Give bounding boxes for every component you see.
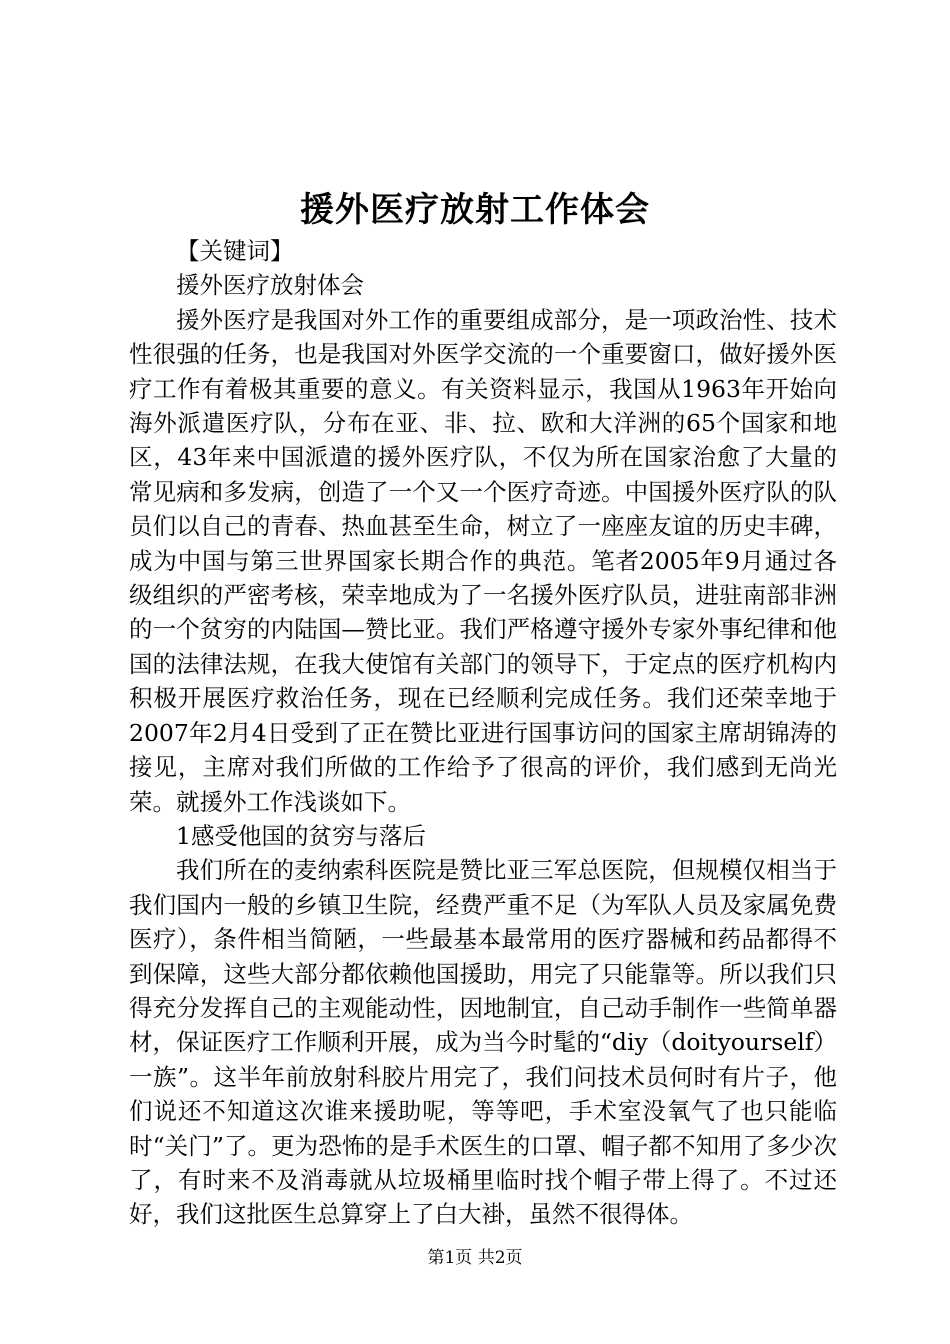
section-heading: 1感受他国的贫穷与落后 bbox=[176, 821, 426, 850]
paragraph-intro: 援外医疗是我国对外工作的重要组成部分，是一项政治性、技术性很强的任务，也是我国对外医学交流的一个重要窗口，做好援外医疗工作有着极其重要的意义。有关资料显示，我国从1963年开始向海外派遣医疗队，分布在亚、非、拉、欧和大洋洲的65个国家和地区，43年来中国派遣的援外医疗队，不仅为所在国家治愈了大量的常见病和多发病，创造了一个又一个医疗奇迹。中国援外医疗队的队员们以自己的青春、热血甚至生命，树立了一座座友谊的历史丰碑，成为中国与第三世界国家长期合作的典范。笔者2005年9月通过各级组织的严密考核，荣幸地成为了一名援外医疗队员，进驻南部非洲的一个贫穷的内陆国—赞比亚。我们严格遵守援外专家外事纪律和他国的法律法规，在我大使馆有关部门的领导下，于定点的医疗机构内积极开展医疗救治任务，现在已经顺利完成任务。我们还荣幸地于2007年2月4日受到了正在赞比亚进行国事访问的国家主席胡锦涛的接见，主席对我们所做的工作给予了很高的评价，我们感到无尚光荣。就援外工作浅谈如下。 bbox=[129, 305, 837, 816]
keywords-text: 援外医疗放射体会 bbox=[176, 271, 364, 300]
document-body bbox=[129, 234, 837, 1232]
keywords-label: 【关键词】 bbox=[176, 237, 294, 265]
page-footer: 第1页 共2页 bbox=[427, 1248, 523, 1268]
document-title: 援外医疗放射工作体会 bbox=[300, 190, 650, 230]
paragraph-section-1: 我们所在的麦纳索科医院是赞比亚三军总医院，但规模仅相当于我们国内一般的乡镇卫生院，经费严重不足（为军队人员及家属免费医疗），条件相当简陋，一些最基本最常用的医疗器械和药品都得不到保障，这些大部分都依赖他国援助，用完了只能靠等。所以我们只得充分发挥自己的主观能动性，因地制宜，自己动手制作一些简单器材，保证医疗工作顺利开展，成为当今时髦的“diy（doityourself）一族”。这半年前放射科胶片用完了，我们问技术员何时有片子，他们说还不知道这次谁来援助呢，等等吧，手术室没氧气了也只能临时“关门”了。更为恐怖的是手术医生的口罩、帽子都不知用了多少次了，有时来不及消毒就从垃圾桶里临时找个帽子带上得了。不过还好，我们这批医生总算穿上了白大褂，虽然不很得体。 bbox=[129, 856, 837, 1229]
